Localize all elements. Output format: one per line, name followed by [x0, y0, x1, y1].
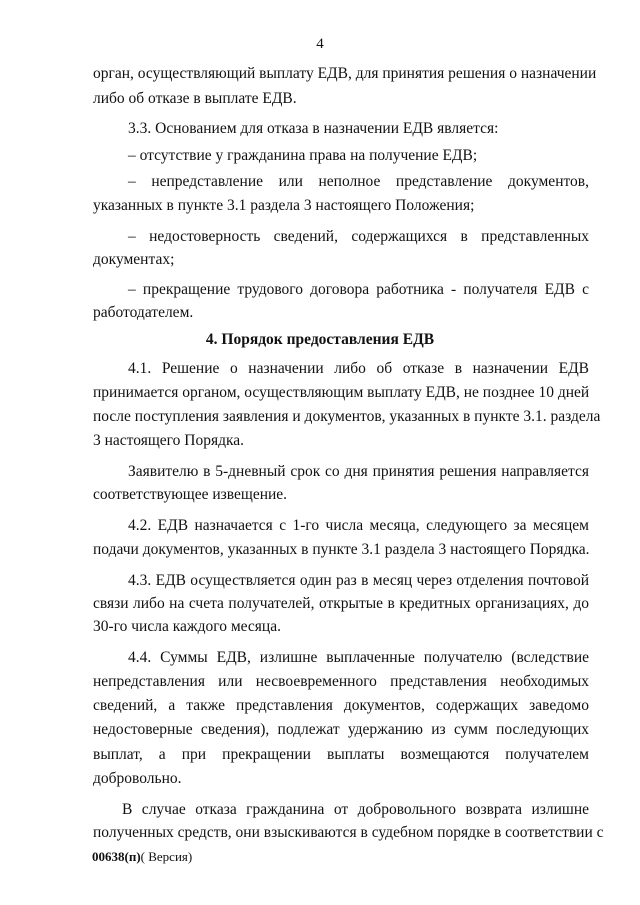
- text-line: сведений, а также представления документов, содержащих заведомо: [93, 697, 589, 714]
- text-line: после поступления заявления и документов, указанных в пункте 3.1. раздела: [93, 408, 601, 425]
- text-line: орган, осуществляющий выплату ЕДВ, для принятия решения о назначении: [93, 65, 597, 82]
- document-version: ( Версия): [140, 849, 193, 864]
- text-line: непредставления или несвоевременного представления необходимых: [93, 673, 589, 690]
- text-line: полученных средств, они взыскиваются в судебном порядке в соответствии с: [93, 824, 604, 841]
- text-line: связи либо на счета получателей, открытые в кредитных организациях, до: [93, 595, 589, 612]
- text-line: принимается органом, осуществляющим выплату ЕДВ, не позднее 10 дней: [93, 384, 590, 401]
- text-line: подачи документов, указанных в пункте 3.1 раздела 3 настоящего Порядка.: [93, 541, 590, 558]
- text-line: указанных в пункте 3.1 раздела 3 настоящего Положения;: [93, 197, 475, 214]
- text-line: 4.1. Решение о назначении либо об отказе в назначении ЕДВ: [128, 360, 589, 377]
- text-line: В случае отказа гражданина от добровольного возврата излишне: [122, 801, 589, 818]
- text-line: – непредставление или неполное представление документов,: [128, 173, 589, 190]
- page-number: 4: [316, 36, 324, 52]
- text-line: 4.2. ЕДВ назначается с 1-го числа месяца, следующего за месяцем: [128, 517, 589, 534]
- document-code: 00638(п): [92, 849, 141, 864]
- text-line: недостоверные сведения), подлежат удержанию из сумм последующих: [93, 721, 589, 738]
- text-line: 30-го числа каждого месяца.: [93, 618, 281, 635]
- text-line: 4.4. Суммы ЕДВ, излишне выплаченные получателю (вследствие: [128, 649, 589, 666]
- text-line: документах;: [93, 251, 175, 268]
- text-line: соответствующее извещение.: [93, 486, 288, 503]
- text-line: 3 настоящего Порядка.: [93, 432, 245, 449]
- text-line: добровольно.: [93, 770, 182, 787]
- text-line: – прекращение трудового договора работника - получателя ЕДВ с: [128, 281, 589, 298]
- text-line: Заявителю в 5-дневный срок со дня принятия решения направляется: [128, 463, 589, 480]
- text-line: работодателем.: [93, 304, 194, 321]
- text-line: либо об отказе в выплате ЕДВ.: [93, 90, 297, 107]
- text-line: выплат, а при прекращении выплаты возмещаются получателем: [93, 746, 589, 763]
- section-heading: 4. Порядок предоставления ЕДВ: [205, 331, 435, 348]
- footer: [92, 849, 192, 865]
- text-line: 3.3. Основанием для отказа в назначении ЕДВ является:: [128, 120, 499, 137]
- text-line: 4.3. ЕДВ осуществляется один раз в месяц через отделения почтовой: [128, 572, 589, 589]
- text-line: – отсутствие у гражданина права на получение ЕДВ;: [128, 147, 478, 164]
- text-line: – недостоверность сведений, содержащихся в представленных: [128, 228, 589, 245]
